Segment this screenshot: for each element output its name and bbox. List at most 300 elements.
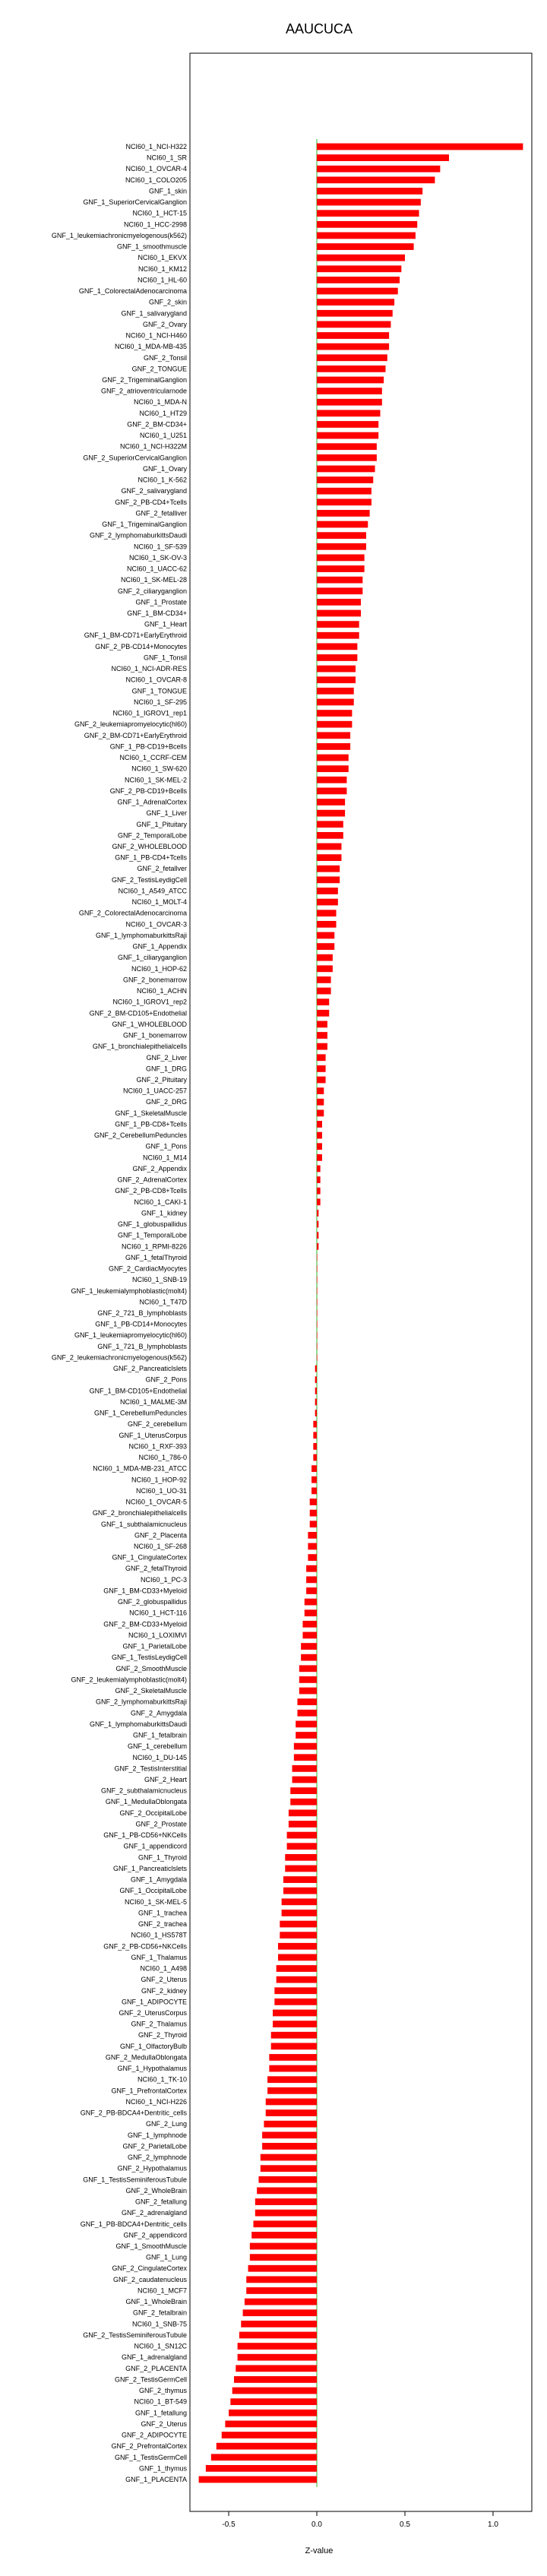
category-label: NCI60_1_SK-MEL-5: [124, 1897, 187, 1906]
bar: [317, 643, 357, 650]
bars: [199, 144, 523, 2483]
category-label: GNF_2_skin: [148, 298, 187, 306]
category-label: NCI60_1_MALME-3M: [119, 1397, 187, 1406]
bar: [317, 343, 389, 350]
bar: [302, 1621, 317, 1628]
bar: [317, 366, 385, 372]
category-label: GNF_2_TemporalLobe: [117, 831, 187, 840]
category-label: GNF_1_PrefrontalCortex: [111, 2087, 187, 2095]
category-label: NCI60_1_ACHN: [136, 987, 187, 995]
category-label: GNF_1_Ovary: [142, 464, 187, 473]
bar: [271, 2043, 317, 2049]
category-label: GNF_1_PB-CD56+NKCells: [103, 1831, 187, 1840]
bar: [317, 1143, 322, 1150]
category-label: GNF_2_AdrenalCortex: [117, 1176, 187, 1184]
bar: [317, 510, 370, 517]
category-label: NCI60_1_SK-MEL-2: [124, 776, 187, 784]
category-label: GNF_1_TestisLeydigCell: [111, 1654, 187, 1662]
category-label: GNF_1_salivarygland: [121, 309, 187, 318]
bar: [299, 1688, 317, 1695]
bar: [317, 1121, 322, 1128]
bar: [313, 1421, 317, 1428]
category-label: GNF_1_bonemarrow: [122, 1031, 187, 1040]
bar: [317, 943, 334, 950]
category-label: GNF_2_TrigeminalGanglion: [102, 376, 187, 384]
bar: [310, 1521, 317, 1527]
category-label: GNF_2_PB-CD19+Bcells: [109, 786, 187, 795]
category-label: GNF_1_ColorectalAdenocarcinoma: [78, 287, 187, 296]
bar: [267, 2087, 317, 2094]
category-label: GNF_2_lymphomaburkittsRaji: [95, 1698, 187, 1706]
category-label: GNF_1_BM-CD71+EarlyErythroid: [84, 631, 187, 640]
bar: [297, 1698, 317, 1705]
bar: [317, 832, 343, 839]
category-label: GNF_2_Appendix: [132, 1164, 187, 1172]
bar: [317, 1010, 329, 1017]
bar: [317, 1321, 318, 1328]
category-label: GNF_2_subthalamicnucleus: [100, 1786, 187, 1795]
bar: [285, 1866, 317, 1872]
category-label: GNF_1_ciliaryganglion: [117, 954, 187, 962]
category-label: GNF_1_WholeBrain: [125, 2298, 187, 2306]
category-label: GNF_2_Thalamus: [131, 2020, 187, 2028]
x-tick-label: 1.0: [488, 2521, 498, 2529]
category-label: GNF_1_WHOLEBLOOD: [112, 1020, 187, 1028]
category-label: NCI60_1_COLO205: [125, 176, 187, 184]
category-label: GNF_1_Amygdala: [130, 1875, 187, 1884]
bar: [290, 1799, 317, 1805]
bar: [292, 1777, 317, 1783]
bar: [317, 377, 384, 384]
category-label: NCI60_1_HOP-92: [131, 1476, 187, 1484]
bar: [317, 1054, 326, 1061]
category-label: GNF_1_TrigeminalGanglion: [102, 521, 187, 529]
category-label: GNF_2_Liver: [146, 1053, 187, 1062]
category-label: GNF_2_PB-CD14+Monocytes: [95, 642, 187, 650]
bar: [289, 1809, 317, 1816]
bar: [317, 233, 416, 239]
category-label: GNF_2_trachea: [138, 1920, 187, 1929]
category-label: NCI60_1_NCI-H322M: [119, 442, 187, 451]
bar: [317, 332, 389, 339]
bar: [310, 1510, 317, 1517]
category-label: NCI60_1_CAKI-1: [134, 1198, 187, 1206]
category-label: GNF_1_leukemiapromyelocytic(hl60): [74, 1331, 187, 1340]
bar: [251, 2232, 317, 2239]
category-label: GNF_1_PB-CD4+Tcells: [115, 853, 187, 862]
category-label: NCI60_1_NCI-H322: [125, 143, 187, 150]
category-label: GNF_2_caudatenucleus: [112, 2275, 187, 2283]
bar: [317, 921, 337, 928]
category-label: NCI60_1_CCRF-CEM: [119, 754, 187, 762]
bar: [315, 1366, 317, 1372]
category-label: GNF_1_BM-CD33+Myeloid: [103, 1587, 187, 1595]
category-label: GNF_1_SuperiorCervicalGanglion: [83, 198, 187, 207]
category-label: NCI60_1_IGROV1_rep2: [112, 998, 187, 1006]
bar: [317, 443, 377, 450]
category-label: GNF_1_BM-CD105+Endothelial: [89, 1387, 187, 1395]
category-label: NCI60_1_A498: [140, 1964, 187, 1973]
category-label: GNF_2_leukemialymphoblastic(molt4): [71, 1676, 187, 1684]
category-label: GNF_2_BM-CD71+EarlyErythroid: [84, 731, 187, 739]
bar: [317, 854, 341, 861]
category-label: GNF_1_Tonsil: [143, 653, 187, 662]
bar: [317, 321, 390, 328]
bar: [289, 1821, 317, 1828]
bar: [317, 399, 382, 406]
category-label: GNF_1_TestisGermCell: [114, 2453, 187, 2461]
bar: [287, 1843, 317, 1850]
category-label: NCI60_1_A549_ATCC: [118, 887, 187, 895]
bar: [255, 2210, 317, 2217]
bar: [317, 243, 414, 250]
category-label: GNF_2_Prostate: [135, 1820, 187, 1828]
x-tick-label: 0.0: [311, 2521, 322, 2529]
bar: [255, 2198, 317, 2205]
category-label: GNF_1_Heart: [144, 620, 187, 628]
category-label: GNF_1_OlfactoryBulb: [119, 2042, 187, 2050]
category-label: GNF_1_fetalbrain: [132, 1731, 187, 1739]
category-label: GNF_1_lymphomaburkittsDaudi: [89, 1720, 187, 1728]
bar: [308, 1543, 317, 1550]
bar: [317, 799, 345, 805]
bar: [306, 1576, 317, 1583]
bar: [261, 2154, 317, 2161]
bar: [310, 1498, 317, 1505]
bar: [315, 1376, 317, 1383]
bar: [257, 2188, 317, 2195]
category-label: GNF_1_Prostate: [135, 598, 187, 606]
bar: [311, 1488, 317, 1495]
category-label: NCI60_1_LOXIMVI: [128, 1631, 187, 1639]
bar: [232, 2388, 317, 2394]
category-label: GNF_1_subthalamicnucleus: [100, 1520, 187, 1528]
category-label: GNF_1_leukemiachronicmyelogenous(k562): [51, 231, 187, 239]
category-label: GNF_1_bronchialepithelialcells: [92, 1043, 187, 1051]
category-label: NCI60_1_HOP-62: [131, 964, 187, 973]
bar: [282, 1910, 317, 1916]
category-label: GNF_1_CerebellumPeduncles: [93, 1409, 187, 1417]
bar: [206, 2465, 317, 2472]
category-label: GNF_1_Appendix: [132, 942, 187, 951]
bar: [317, 1087, 324, 1094]
bar: [317, 1198, 321, 1205]
category-label: GNF_2_Ovary: [142, 320, 187, 328]
bar: [317, 1166, 321, 1172]
category-label: GNF_2_BM-CD33+Myeloid: [103, 1620, 187, 1628]
category-label: NCI60_1_IGROV1_rep1: [112, 709, 187, 717]
category-label: GNF_2_fetalbrain: [132, 2309, 187, 2317]
chart-title: AAUCUCA: [285, 21, 353, 36]
category-label: NCI60_1_SW-620: [131, 764, 187, 773]
bar: [317, 1099, 324, 1106]
bar: [317, 1287, 318, 1294]
category-label: NCI60_1_786-0: [138, 1454, 187, 1462]
bar: [264, 2121, 317, 2128]
category-label: GNF_2_PB-CD4+Tcells: [115, 498, 187, 506]
category-label: GNF_2_TestisInterstitial: [114, 1764, 187, 1773]
bar: [301, 1654, 317, 1661]
category-label: GNF_1_fetalThyroid: [125, 1253, 187, 1261]
category-label: NCI60_1_HS578T: [131, 1931, 187, 1939]
bar: [262, 2143, 317, 2150]
bar: [317, 188, 422, 195]
category-label: NCI60_1_OVCAR-3: [125, 920, 187, 929]
category-label: NCI60_1_BT-549: [134, 2397, 187, 2406]
category-label: NCI60_1_M14: [142, 1154, 187, 1162]
bar: [317, 1065, 326, 1072]
bar: [317, 1343, 318, 1350]
category-label: GNF_1_721_B_lymphoblasts: [97, 1342, 187, 1350]
bar: [308, 1554, 317, 1561]
bar: [217, 2443, 317, 2450]
category-label: GNF_1_PLACENTA: [125, 2476, 187, 2483]
bar: [317, 421, 378, 428]
category-label: GNF_1_PB-CD8+Tcells: [115, 1120, 187, 1128]
category-label: GNF_2_ParietalLobe: [122, 2142, 187, 2150]
category-label: GNF_1_ParietalLobe: [122, 1642, 187, 1650]
bar: [317, 199, 421, 206]
category-label: GNF_2_adrenalgland: [121, 2209, 187, 2217]
category-label: GNF_1_adrenalgland: [121, 2353, 187, 2362]
bar: [317, 277, 400, 283]
bar: [317, 144, 523, 150]
bar: [317, 755, 349, 761]
category-label: GNF_2_Heart: [144, 1776, 187, 1783]
category-label: GNF_2_globuspallidus: [117, 1598, 187, 1606]
bar: [317, 299, 394, 305]
bar: [317, 1332, 318, 1339]
bar: [317, 1210, 318, 1217]
bar: [294, 1743, 317, 1750]
category-label: GNF_2_BM-CD105+Endothelial: [89, 1009, 187, 1017]
bar: [317, 1154, 322, 1161]
bar: [317, 1188, 321, 1195]
category-label: GNF_1_trachea: [138, 1909, 187, 1917]
bar: [317, 410, 381, 416]
category-label: GNF_2_WholeBrain: [125, 2186, 187, 2195]
category-label: GNF_2_cerebellum: [127, 1420, 187, 1429]
bar: [317, 587, 362, 594]
category-label: GNF_2_TestisSeminiferousTubule: [83, 2331, 187, 2339]
category-label: GNF_2_fetallver: [137, 865, 187, 873]
category-label: GNF_1_TONGUE: [131, 687, 187, 695]
category-label: NCI60_1_MOLT-4: [131, 898, 187, 907]
bar: [296, 1721, 317, 1728]
category-label: NCI60_1_HT29: [139, 409, 187, 417]
bar: [317, 676, 356, 683]
bar: [317, 154, 449, 161]
bar: [317, 899, 338, 906]
bar: [317, 732, 350, 739]
category-label: GNF_1_Pons: [145, 1142, 187, 1150]
x-tick-label: 0.5: [400, 2521, 410, 2529]
category-label: GNF_2_fetallung: [134, 2198, 187, 2206]
bar: [317, 1232, 318, 1239]
bar: [238, 2343, 317, 2350]
category-label: GNF_2_kidney: [141, 1986, 187, 1995]
bar: [317, 710, 352, 717]
bar: [317, 777, 346, 783]
bar: [267, 2076, 317, 2083]
category-label: GNF_1_UterusCorpus: [119, 1431, 187, 1439]
category-label: GNF_2_thymus: [138, 2387, 187, 2395]
bar: [317, 265, 401, 272]
bar: [287, 1832, 317, 1839]
category-label: GNF_2_Uterus: [141, 1976, 187, 1984]
bar: [243, 2309, 317, 2316]
bar: [254, 2220, 318, 2227]
category-label: GNF_2_lymphomaburkittsDaudi: [89, 531, 187, 540]
bar: [317, 743, 350, 750]
bar: [317, 354, 387, 361]
bar: [315, 1410, 317, 1416]
category-label: GNF_2_ciliaryganglion: [117, 587, 187, 595]
category-label: GNF_2_appendicord: [123, 2231, 187, 2239]
bar: [297, 1710, 317, 1717]
category-label: GNF_1_Liver: [146, 809, 187, 818]
category-label: NCI60_1_HL-60: [137, 276, 187, 284]
category-label: GNF_2_SmoothMuscle: [115, 1664, 187, 1673]
bar: [280, 1921, 317, 1928]
bar: [317, 176, 435, 183]
category-label: GNF_2_PrefrontalCortex: [111, 2442, 187, 2451]
category-label: NCI60_1_OVCAR-5: [125, 1498, 187, 1506]
category-label: NCI60_1_NCI-ADR-RES: [111, 665, 187, 673]
category-label: GNF_1_SmoothMuscle: [115, 2242, 187, 2250]
category-label: GNF_2_SkeletalMuscle: [115, 1687, 187, 1695]
bar: [277, 1976, 317, 1983]
category-label: GNF_1_smoothmuscle: [116, 242, 187, 251]
bar: [317, 821, 343, 828]
bar: [317, 555, 365, 562]
category-label: GNF_2_lymphnode: [127, 2154, 187, 2162]
category-label: NCI60_1_MDA-MB-435: [114, 343, 187, 351]
category-label: GNF_2_atrioventricularnode: [100, 387, 187, 395]
category-label: GNF_1_leukemialymphoblastic(molt4): [71, 1286, 187, 1295]
category-label: GNF_2_Hypothalamus: [117, 2164, 187, 2173]
bar: [241, 2321, 317, 2328]
bar: [317, 621, 359, 628]
bar: [266, 2109, 317, 2116]
category-label: NCI60_1_SNB-75: [131, 2320, 187, 2328]
category-label: GNF_2_bronchialepithelialcells: [92, 1509, 187, 1517]
bar: [317, 1299, 318, 1305]
category-label: GNF_2_TONGUE: [131, 365, 187, 373]
category-label: GNF_1_skin: [148, 187, 187, 195]
category-label: GNF_2_OccipitalLobe: [119, 1809, 187, 1817]
bar: [317, 1255, 318, 1261]
bar: [274, 1987, 317, 1994]
category-label: GNF_2_Amygdala: [130, 1709, 187, 1717]
category-label: GNF_2_Pons: [145, 1375, 187, 1384]
category-label: GNF_2_BM-CD34+: [127, 420, 187, 429]
category-label: NCI60_1_RPMI-8226: [121, 1242, 187, 1251]
bar: [311, 1465, 317, 1472]
bar: [317, 654, 357, 661]
bar: [302, 1632, 317, 1639]
category-label: NCI60_1_HCT-15: [132, 209, 187, 217]
category-label: GNF_1_CingulateCortex: [112, 1553, 187, 1562]
bar: [317, 543, 366, 550]
category-label: GNF_1_Thalamus: [131, 1953, 187, 1961]
category-label: GNF_2_Uterus: [141, 2419, 187, 2428]
bar: [269, 2065, 317, 2072]
category-label: NCI60_1_MDA-N: [133, 398, 187, 407]
category-label: GNF_2_Tonsil: [143, 353, 187, 362]
bar: [299, 1665, 317, 1672]
category-label: GNF_1_DRG: [145, 1065, 187, 1073]
category-label: NCI60_1_U251: [139, 432, 187, 440]
bar: [306, 1587, 317, 1594]
bar: [296, 1732, 317, 1739]
bar: [271, 2032, 317, 2039]
category-label: GNF_1_Pituitary: [136, 820, 187, 828]
bar: [317, 255, 405, 261]
bar: [273, 2021, 317, 2027]
category-label: GNF_1_AdrenalCortex: [117, 798, 187, 806]
bar: [317, 166, 440, 172]
bar: [317, 454, 377, 461]
bar: [278, 1943, 317, 1950]
category-label: GNF_1_PB-CD19+Bcells: [109, 742, 187, 751]
category-label: GNF_1_PB-BDCA4+Dentritic_cells: [80, 2220, 187, 2228]
bar: [250, 2243, 317, 2250]
category-label: GNF_2_DRG: [145, 1098, 187, 1106]
category-label: GNF_1_BM-CD34+: [127, 609, 187, 617]
category-label: GNF_2_Pituitary: [136, 1076, 187, 1084]
category-label: NCI60_1_SF-539: [133, 543, 187, 551]
bar: [317, 1354, 318, 1361]
bar: [317, 476, 373, 483]
bar: [317, 498, 372, 505]
bar: [317, 577, 362, 584]
category-label: NCI60_1_K-562: [138, 476, 187, 484]
bar: [282, 1898, 317, 1905]
bar: [313, 1454, 317, 1461]
bar: [290, 1787, 317, 1794]
bar: [317, 910, 337, 916]
category-label: GNF_2_leukemiapromyelocytic(hl60): [74, 720, 187, 729]
x-axis: [222, 2511, 498, 2529]
bar: [317, 965, 333, 972]
category-label: GNF_2_721_B_lymphoblasts: [97, 1309, 187, 1317]
bar: [248, 2265, 317, 2272]
category-label: GNF_2_CardiacMyocytes: [108, 1264, 187, 1273]
category-label: NCI60_1_SK-MEL-28: [120, 576, 187, 584]
category-label: GNF_1_lymphnode: [127, 2131, 187, 2139]
bar: [317, 565, 365, 572]
category-label: GNF_1_OccipitalLobe: [119, 1887, 187, 1895]
category-label: NCI60_1_OVCAR-8: [125, 676, 187, 684]
category-label: GNF_2_PB-CD56+NKCells: [103, 1942, 187, 1951]
category-label: GNF_1_TestisSeminiferousTubule: [83, 2176, 187, 2184]
bar: [317, 688, 354, 695]
bar: [266, 2099, 317, 2106]
bar: [317, 1243, 318, 1250]
category-label: GNF_2_TestisLeydigCell: [111, 875, 187, 884]
category-label: NCI60_1_NCI-H460: [125, 331, 187, 340]
bar: [317, 1176, 321, 1183]
category-label: GNF_2_Lung: [145, 2120, 187, 2128]
bar: [283, 1888, 317, 1894]
bar: [234, 2376, 317, 2383]
category-label: GNF_1_cerebellum: [127, 1742, 187, 1751]
bar: [274, 1998, 317, 2005]
bar: [278, 1954, 317, 1961]
category-label: NCI60_1_UACC-62: [126, 565, 187, 573]
category-label: GNF_2_Placenta: [134, 1531, 187, 1540]
